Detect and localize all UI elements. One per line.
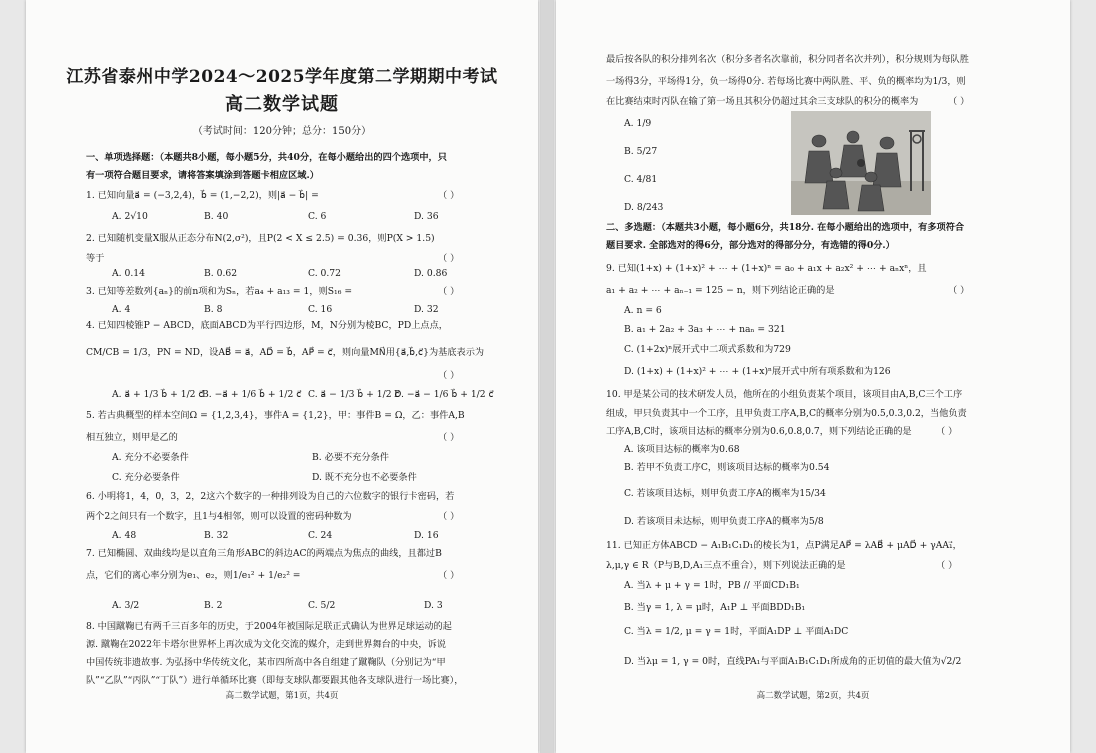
question-3: 3. 已知等差数列{aₙ}的前n项和为Sₙ，若a₄ + a₁₃ = 1，则S₁₆ = xyxy=(86,286,353,297)
answer-paren: （ ） xyxy=(438,190,460,201)
q7-option-c: C. 5/2 xyxy=(308,600,336,611)
q3-option-a: A. 4 xyxy=(112,304,131,315)
question-7-cont: 点，它们的离心率分别为e₁、e₂，则1/e₁² + 1/e₂² = xyxy=(86,570,301,581)
answer-paren: （ ） xyxy=(948,96,970,107)
q5-option-c: C. 充分必要条件 xyxy=(112,472,180,483)
question-5-cont: 相互独立，则甲是乙的 xyxy=(86,432,178,443)
answer-paren: （ ） xyxy=(438,570,460,581)
q5-option-d: D. 既不充分也不必要条件 xyxy=(312,472,417,483)
q1-option-c: C. 6 xyxy=(308,211,327,222)
q4-option-b: B. −a⃗ + 1/6 b⃗ + 1/2 c⃗ xyxy=(202,389,302,400)
q4-option-a: A. a⃗ + 1/3 b⃗ + 1/2 c⃗ xyxy=(112,389,204,400)
answer-paren: （ ） xyxy=(936,560,958,571)
page-footer: 高二数学试题，第2页，共4页 xyxy=(756,691,870,701)
question-9-cont: a₁ + a₂ + ⋯ + aₙ₋₁ = 125 − n，则下列结论正确的是 xyxy=(606,285,835,296)
answer-paren: （ ） xyxy=(948,285,970,296)
exam-title-school: 江苏省泰州中学2024～2025学年度第二学期期中考试 xyxy=(66,67,498,87)
q1-option-d: D. 36 xyxy=(414,211,439,222)
q10-option-a: A. 该项目达标的概率为0.68 xyxy=(624,444,740,455)
q4-option-d: D. −a⃗ − 1/6 b⃗ + 1/2 c⃗ xyxy=(394,389,494,400)
page-gutter xyxy=(540,0,554,753)
cuju-illustration xyxy=(791,111,931,215)
q11-option-a: A. 当λ + μ + γ = 1时，PB // 平面CD₁B₁ xyxy=(624,580,800,591)
q7-option-d: D. 3 xyxy=(424,600,443,611)
question-10-line3: 工序A,B,C时，该项目达标的概率分别为0.6,0.8,0.7，则下列结论正确的是 xyxy=(606,426,912,437)
question-8-line3: 中国传统非遗故事. 为弘扬中华传统文化，某市四所高中各自组建了蹴鞠队（分别记为“甲 xyxy=(86,657,446,668)
q10-option-b: B. 若甲不负责工序C，则该项目达标的概率为0.54 xyxy=(624,462,830,473)
question-6-cont: 两个2之间只有一个数字，且1与4相邻，则可以设置的密码种数为 xyxy=(86,511,352,522)
q11-option-b: B. 当γ = 1, λ = μ时，A₁P ⊥ 平面BDD₁B₁ xyxy=(624,602,806,613)
q6-option-d: D. 16 xyxy=(414,530,439,541)
question-8-cont1: 最后按各队的积分排列名次（积分多者名次靠前，积分同者名次并列），积分规则为每队胜 xyxy=(606,54,969,65)
q3-option-c: C. 16 xyxy=(308,304,333,315)
section2-heading-cont: 题目要求. 全部选对的得6分，部分选对的得部分分，有选错的得0分.） xyxy=(606,240,895,251)
section1-heading: 一、单项选择题：（本题共8小题，每小题5分，共40分，在每小题给出的四个选项中，只 xyxy=(86,152,447,163)
q3-option-d: D. 32 xyxy=(414,304,439,315)
q2-option-c: C. 0.72 xyxy=(308,268,341,279)
question-10-line2: 组成，甲只负责其中一个工序，且甲负责工序A,B,C的概率分别为0.5,0.3,0.2，当他负责 xyxy=(606,408,967,419)
q2-option-b: B. 0.62 xyxy=(204,268,238,279)
q8-option-c: C. 4/81 xyxy=(624,174,658,185)
q3-option-b: B. 8 xyxy=(204,304,223,315)
answer-paren: （ ） xyxy=(936,426,958,437)
q6-option-a: A. 48 xyxy=(112,530,137,541)
q9-option-a: A. n = 6 xyxy=(624,305,662,316)
q2-option-a: A. 0.14 xyxy=(112,268,145,279)
q6-option-b: B. 32 xyxy=(204,530,229,541)
exam-page-2 xyxy=(556,0,1070,753)
question-8: 8. 中国蹴鞠已有两千三百多年的历史，于2004年被国际足联正式确认为世界足球运动的起 xyxy=(86,621,452,632)
question-2: 2. 已知随机变量X服从正态分布N(2,σ²)，且P(2 < X ≤ 2.5) = 0.36，则P(X > 1.5) xyxy=(86,233,435,244)
question-10: 10. 甲是某公司的技术研发人员，他所在的小组负责某个项目，该项目由A,B,C三个工序 xyxy=(606,389,963,400)
q5-option-a: A. 充分不必要条件 xyxy=(112,452,189,463)
q1-option-a: A. 2√10 xyxy=(112,211,148,222)
q8-option-a: A. 1/9 xyxy=(624,118,652,129)
question-4-cont: CM/CB = 1/3，PN = ND，设AB⃗ = a⃗，AD⃗ = b⃗，AP⃗ = c⃗，则向量MN⃗用{a⃗,b⃗,c⃗}为基底表示为 xyxy=(86,347,485,358)
q10-option-c: C. 若该项目达标，则甲负责工序A的概率为15/34 xyxy=(624,488,826,499)
answer-paren: （ ） xyxy=(438,432,460,443)
section1-heading-cont: 有一项符合题目要求，请将答案填涂到答题卡相应区域.） xyxy=(86,170,319,181)
exam-page-1 xyxy=(26,0,538,753)
question-4: 4. 已知四棱锥P − ABCD，底面ABCD为平行四边形，M，N分别为棱BC，PD上点点， xyxy=(86,320,448,331)
question-1: 1. 已知向量a⃗ = (−3,2,4)，b⃗ = (1,−2,2)，则|a⃗ − b⃗| = xyxy=(86,190,319,201)
answer-paren: （ ） xyxy=(438,370,460,381)
q7-option-a: A. 3/2 xyxy=(112,600,140,611)
section2-heading: 二、多选题：（本题共3小题，每小题6分，共18分. 在每小题给出的选项中，有多项符合 xyxy=(606,222,965,233)
q4-option-c: C. a⃗ − 1/3 b⃗ + 1/2 c⃗ xyxy=(308,389,400,400)
question-5: 5. 若古典概型的样本空间Ω = {1,2,3,4}，事件A = {1,2}，甲：事件B = Ω，乙：事件A,B xyxy=(86,410,465,421)
q5-option-b: B. 必要不充分条件 xyxy=(312,452,389,463)
q10-option-d: D. 若该项目未达标，则甲负责工序A的概率为5/8 xyxy=(624,516,824,527)
q8-option-b: B. 5/27 xyxy=(624,146,658,157)
q9-option-c: C. (1+2x)ⁿ展开式中二项式系数和为729 xyxy=(624,344,791,355)
answer-paren: （ ） xyxy=(438,253,460,264)
q2-option-d: D. 0.86 xyxy=(414,268,448,279)
page-footer: 高二数学试题，第1页，共4页 xyxy=(225,691,339,701)
question-11: 11. 已知正方体ABCD − A₁B₁C₁D₁的棱长为1，点P满足AP⃗ = λAB⃗ + μAD⃗ + γAA₁⃗， xyxy=(606,540,962,551)
exam-title-subject: 高二数学试题 xyxy=(225,94,339,115)
question-11-cont: λ,μ,γ ∈ R（P与B,D,A₁三点不重合），则下列说法正确的是 xyxy=(606,560,846,571)
question-7: 7. 已知椭圆、双曲线均是以直角三角形ABC的斜边AC的两端点为焦点的曲线，且都过B xyxy=(86,548,442,559)
exam-info: （考试时间：120分钟；总分：150分） xyxy=(192,126,372,137)
q9-option-d: D. (1+x) + (1+x)² + ⋯ + (1+x)ⁿ展开式中所有项系数和为126 xyxy=(624,366,891,377)
answer-paren: （ ） xyxy=(438,511,460,522)
q7-option-b: B. 2 xyxy=(204,600,223,611)
question-8-cont2: 一场得3分，平场得1分，负一场得0分. 若每场比赛中两队胜、平、负的概率均为1/3，则 xyxy=(606,76,966,87)
question-8-line2: 源. 蹴鞠在2022年卡塔尔世界杯上再次成为文化交流的媒介，走到世界舞台的中央，诉说 xyxy=(86,639,446,650)
q9-option-b: B. a₁ + 2a₂ + 3a₃ + ⋯ + naₙ = 321 xyxy=(624,324,786,335)
q1-option-b: B. 40 xyxy=(204,211,229,222)
question-8-cont3: 在比赛结束时丙队在输了第一场且其积分仍超过其余三支球队的积分的概率为 xyxy=(606,96,919,107)
question-2-cont: 等于 xyxy=(86,253,105,264)
cuju-painting-image xyxy=(791,111,931,215)
question-8-line4: 队”“乙队”“丙队”“丁队”）进行单循环比赛（即每支球队都要跟其他各支球队进行一场比赛）， xyxy=(86,675,464,686)
q11-option-d: D. 当λμ = 1, γ = 0时，直线PA₁与平面A₁B₁C₁D₁所成角的正切值的最大值为√2/2 xyxy=(624,656,962,667)
q6-option-c: C. 24 xyxy=(308,530,333,541)
q11-option-c: C. 当λ = 1/2, μ = γ = 1时，平面A₁DP ⊥ 平面A₁DC xyxy=(624,626,849,637)
q8-option-d: D. 8/243 xyxy=(624,202,664,213)
answer-paren: （ ） xyxy=(438,286,460,297)
question-9: 9. 已知(1+x) + (1+x)² + ⋯ + (1+x)ⁿ = a₀ + a₁x + a₂x² + ⋯ + aₙxⁿ，且 xyxy=(606,263,927,274)
question-6: 6. 小明将1，4，0，3，2，2这六个数字的一种排列设为自己的六位数字的银行卡密码，若 xyxy=(86,491,455,502)
